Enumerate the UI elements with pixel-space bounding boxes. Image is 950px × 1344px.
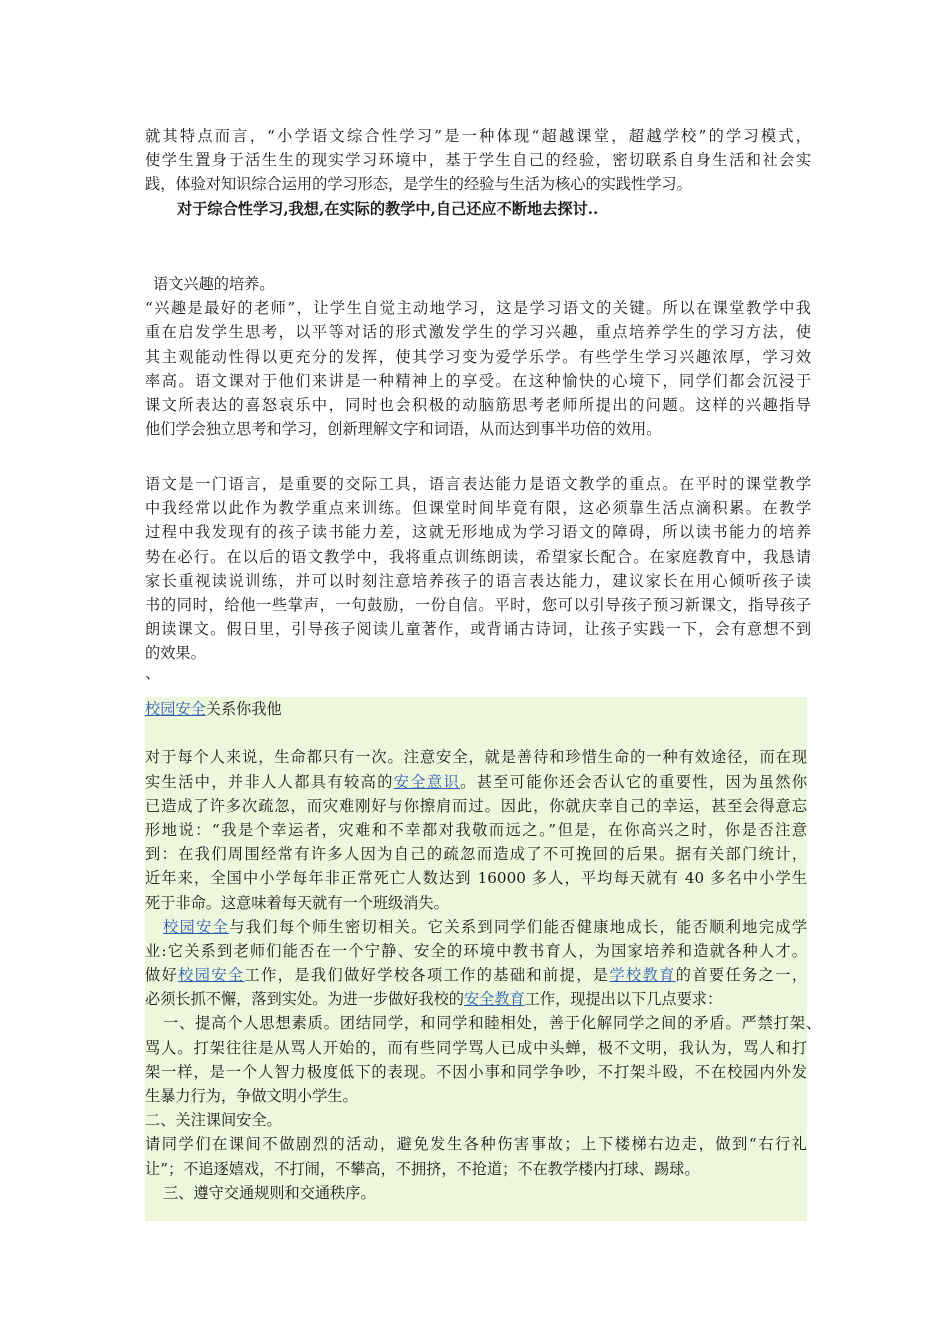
safety-education-link[interactable]: 安全教育	[463, 990, 525, 1009]
text-line: 就其特点而言，“小学语文综合性学习”是一种体现“超越课堂，超越学校”的学习模式，	[145, 127, 811, 145]
bold-line	[145, 197, 811, 221]
text-span: 的首要任务之一，	[675, 966, 808, 985]
heading-text: 语文兴趣的培养。	[153, 275, 275, 293]
text-line: 到：在我们周围经常有许多人因为自己的疏忽而造成了不可挽回的后果。据有关部门统计，	[145, 845, 807, 864]
campus-safety-link[interactable]: 校园安全	[163, 917, 230, 936]
text-line	[145, 963, 807, 987]
text-span: 做好	[145, 966, 179, 985]
text-line: 使学生置身于活生生的现实学习环境中，基于学生自己的经验，密切联系自身生活和社会实	[145, 151, 811, 170]
text-line: 家长重视读说训练，并可以时刻注意培养孩子的语言表达能力，建议家长在用心倾听孩子读	[145, 571, 811, 590]
text-line: 课文所表达的喜怒哀乐中，同时也会积极的动脑筋思考老师所提出的问题。这样的兴趣指导	[145, 395, 811, 414]
text-line: 重在启发学生思考，以平等对话的形式激发学生的学习兴趣，重点培养学生的学习方法，使	[145, 323, 811, 342]
text-line: 中我经常以此作为教学重点来训练。但课堂时间毕竟有限，这必须靠生活点滴积累。在教学	[145, 499, 811, 518]
text-line: 语文是一门语言，是重要的交际工具，语言表达能力是语文教学的重点。在平时的课堂教学	[145, 475, 811, 493]
text-line	[145, 770, 807, 794]
text-line: 朗读课文。假日里，引导孩子阅读儿童著作，或背诵古诗词，让孩子实践一下，会有意想不到	[145, 620, 811, 639]
text-line	[145, 987, 807, 1011]
text-line: 一、提高个人思想素质。团结同学，和同学和睦相处，善于化解同学之间的矛盾。严禁打架、	[163, 1014, 821, 1033]
text-line: “兴趣是最好的老师”，让学生自觉主动地学习，这是学习语文的关键。所以在课堂教学中我	[145, 299, 811, 318]
intro-paragraph	[145, 124, 811, 221]
safety-title	[145, 697, 807, 721]
text-span: 工作，现提出以下几点要求：	[524, 990, 723, 1009]
text-line: 业:它关系到老师们能否在一个宁静、安全的环境中教书育人，为国家培养和造就各种人才。	[145, 941, 807, 960]
punctuation-mark: 、	[145, 663, 161, 682]
text-line: 生暴力行为，争做文明小学生。	[145, 1087, 358, 1105]
blank-line	[145, 721, 807, 745]
text-span: 。甚至可能你还会否认它的重要性，因为虽然你	[460, 772, 808, 791]
text-line: 势在必行。在以后的语文教学中，我将重点训练朗读，希望家长配合。在家庭教育中，我恳请	[145, 547, 811, 566]
text-line: 过程中我发现有的孩子读书能力差，这就无形地成为学习语文的障碍，所以读书能力的培养	[145, 523, 811, 542]
section-heading	[145, 272, 811, 296]
text-line: 书的同时，给他一些掌声，一句鼓励，一份自信。平时，您可以引导孩子预习新课文，指导孩子	[145, 595, 811, 614]
interest-section	[145, 272, 811, 441]
text-span: 必须长抓不懈，落到实处。为进一步做好我校的	[145, 990, 464, 1009]
text-line: 骂人。打架往往是从骂人开始的，而有些同学骂人已成中头蝉，极不文明，我认为，骂人和打	[145, 1038, 807, 1057]
text-span: 与我们每个师生密切相关。它关系到同学们能否健康地成长，能否顺利地完成学	[229, 917, 808, 936]
school-education-link[interactable]: 学校教育	[609, 966, 676, 985]
bold-text: 对于综合性学习,我想,在实际的教学中,自己还应不断地去探讨..	[177, 199, 599, 218]
text-line: 的效果。	[145, 644, 206, 663]
text-line: 让”；不追逐嬉戏，不打闹，不攀高，不拥挤，不抢道；不在教学楼内打球、踢球。	[145, 1159, 700, 1178]
expression-section	[145, 472, 811, 686]
text-line: 已造成了许多次疏忽，而灾难刚好与你擦肩而过。因此，你就庆幸自己的幸运，甚至会得意忘	[145, 796, 807, 815]
text-span: 工作，是我们做好学校各项工作的基础和前提，是	[244, 966, 610, 985]
text-line: 请同学们在课间不做剧烈的活动，避免发生各种伤害事故；上下楼梯右边走，做到“右行礼	[145, 1135, 807, 1154]
campus-safety-link[interactable]: 校园安全	[178, 966, 245, 985]
title-rest: 关系你我他	[205, 700, 282, 718]
text-span: 实生活中，并非人人都具有较高的	[145, 772, 394, 791]
subheading	[145, 1181, 807, 1205]
text-line: 架一样，是一个人智力极度低下的表现。不因小事和同学争吵，不打架斗殴，不在校园内外发	[145, 1062, 807, 1081]
text-line: 形地说：“我是个幸运者，灾难和不幸都对我敬而远之。”但是，在你高兴之时，你是否注意	[145, 820, 807, 839]
text-line	[145, 915, 807, 939]
text-line: 死于非命。这意味着每天就有一个班级消失。	[145, 893, 449, 912]
text-line: 对于每个人来说，生命都只有一次。注意安全，就是善待和珍惜生命的一种有效途径，而在现	[145, 748, 807, 767]
safety-section	[145, 697, 821, 1221]
subheading: 二、关注课间安全。	[145, 1111, 282, 1130]
campus-safety-link[interactable]: 校园安全	[145, 700, 206, 718]
text-line: 率高。语文课对于他们来讲是一种精神上的享受。在这种愉快的心境下，同学们都会沉浸于	[145, 371, 811, 390]
subheading-text: 三、遵守交通规则和交通秩序。	[163, 1183, 376, 1202]
text-line: 他们学会独立思考和学习，创新理解文字和词语，从而达到事半功倍的效用。	[145, 420, 662, 439]
safety-awareness-link[interactable]: 安全意识	[393, 772, 461, 791]
text-line: 践，体验对知识综合运用的学习形态，是学生的经验与生活为核心的实践性学习。	[145, 175, 692, 194]
text-line: 近年来，全国中小学每年非正常死亡人数达到 16000 多人，平均每天就有 40 多名中小学生	[145, 869, 807, 888]
text-line: 其主观能动性得以更充分的发挥，使其学习变为爱学乐学。有些学生学习兴趣浓厚，学习效	[145, 347, 811, 366]
